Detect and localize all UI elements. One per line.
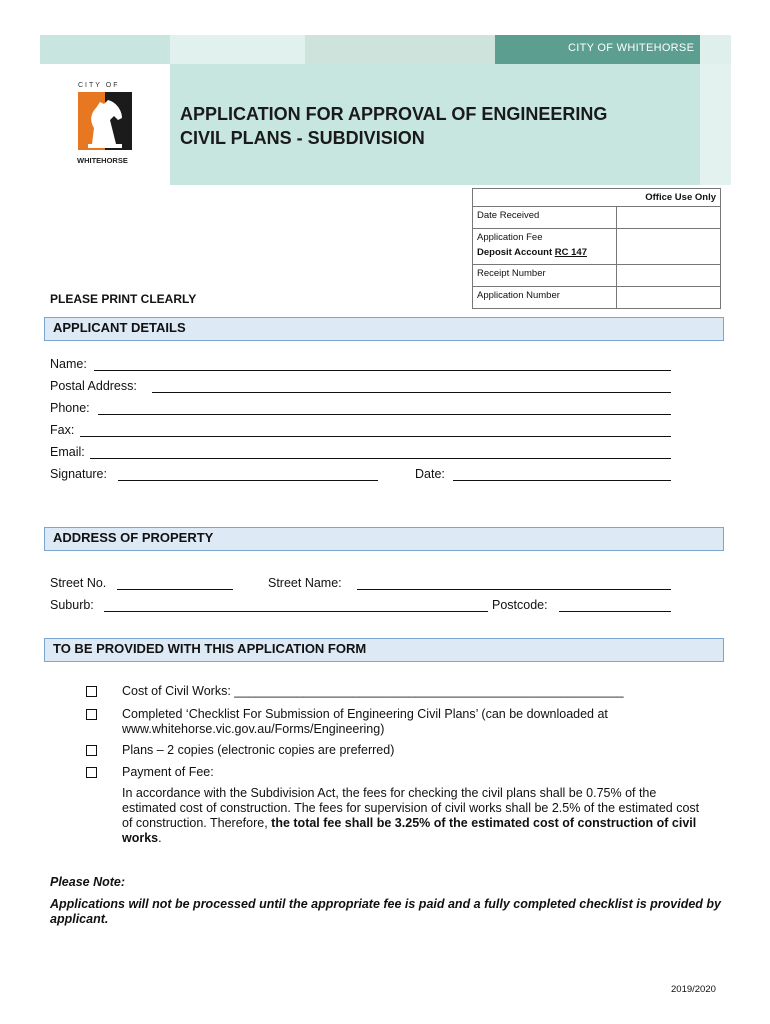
cost-checkbox[interactable] — [86, 686, 97, 697]
receipt-number-field[interactable] — [617, 265, 721, 287]
signature-label: Signature: — [50, 467, 107, 481]
print-clearly-note: PLEASE PRINT CLEARLY — [50, 292, 197, 306]
logo — [40, 64, 170, 185]
page-title — [180, 102, 607, 150]
plans-checkbox[interactable] — [86, 745, 97, 756]
logo-bottom-text: WHITEHORSE — [77, 156, 128, 165]
application-fee-field[interactable] — [617, 229, 721, 265]
address-of-property-title: ADDRESS OF PROPERTY — [53, 530, 214, 545]
receipt-number-label: Receipt Number — [473, 265, 617, 287]
date-field[interactable] — [453, 480, 671, 481]
checklist-checkbox[interactable] — [86, 709, 97, 720]
suburb-field[interactable] — [104, 611, 488, 612]
header-stripe-1 — [40, 35, 170, 64]
office-use-heading: Office Use Only — [473, 189, 721, 207]
title-line-1: APPLICATION FOR APPROVAL OF ENGINEERING — [180, 104, 608, 124]
city-label: CITY OF WHITEHORSE — [568, 42, 695, 54]
cost-of-civil-works: Cost of Civil Works: ________________________________________________________ — [122, 684, 624, 698]
note-heading: Please Note: — [50, 875, 126, 889]
applicant-details-header — [44, 317, 724, 341]
checklist-text: Completed ‘Checklist For Submission of Engineering Civil Plans’ (can be downloaded at — [122, 707, 608, 721]
horse-logo-icon — [78, 92, 132, 150]
fee-paragraph-text: In accordance with the Subdivision Act, the fees for checking the civil plans shall be 0.75% of the estimated cost of construction. The fees for supervision of civil works shall be 2.5% of the estimated cost of construction. Therefore, — [122, 786, 700, 830]
postcode-field[interactable] — [559, 611, 671, 612]
street-no-label: Street No. — [50, 576, 107, 590]
checklist-item — [122, 707, 608, 737]
phone-field[interactable] — [98, 414, 671, 415]
footer-year: 2019/2020 — [671, 984, 716, 995]
street-name-label: Street Name: — [268, 576, 342, 590]
title-line-2: CIVIL PLANS - SUBDIVISION — [180, 128, 425, 148]
header-stripe-2 — [170, 35, 305, 64]
name-field[interactable] — [94, 370, 671, 371]
street-no-field[interactable] — [117, 589, 233, 590]
checklist-url: www.whitehorse.vic.gov.au/Forms/Engineering) — [122, 722, 385, 736]
fee-paragraph-end: . — [158, 831, 162, 845]
application-fee-label — [473, 229, 617, 265]
postal-address-label: Postal Address: — [50, 379, 137, 393]
payment-item: Payment of Fee: — [122, 765, 214, 779]
note-text: Applications will not be processed until the appropriate fee is paid and a fully completed checklist is provided by applicant. — [50, 897, 721, 926]
deposit-account — [477, 247, 612, 258]
date-received-label: Date Received — [473, 207, 617, 229]
header-stripe-3 — [305, 35, 495, 64]
plans-item: Plans – 2 copies (electronic copies are preferred) — [122, 743, 395, 757]
application-number-field[interactable] — [617, 287, 721, 309]
to-be-provided-header — [44, 638, 724, 662]
name-label: Name: — [50, 357, 87, 371]
deposit-prefix: Deposit Account — [477, 247, 553, 258]
office-use-table — [472, 188, 721, 309]
header-banner-edge — [700, 64, 731, 185]
logo-top-text: CITY OF — [78, 82, 120, 89]
fee-paragraph — [122, 786, 712, 846]
fee-paragraph-bold: the total fee shall be 3.25% of the estimated cost of construction of civil works — [122, 816, 697, 845]
to-be-provided-title: TO BE PROVIDED WITH THIS APPLICATION FORM — [53, 641, 367, 656]
applicant-details-title: APPLICANT DETAILS — [53, 320, 186, 335]
phone-label: Phone: — [50, 401, 90, 415]
street-name-field[interactable] — [357, 589, 671, 590]
application-fee-text: Application Fee — [477, 232, 543, 243]
suburb-label: Suburb: — [50, 598, 94, 612]
application-number-label: Application Number — [473, 287, 617, 309]
email-label: Email: — [50, 445, 85, 459]
fax-label: Fax: — [50, 423, 75, 437]
header-stripe-5 — [700, 35, 731, 64]
signature-field[interactable] — [118, 480, 378, 481]
date-label: Date: — [415, 467, 445, 481]
postcode-label: Postcode: — [492, 598, 548, 612]
payment-checkbox[interactable] — [86, 767, 97, 778]
postal-address-field[interactable] — [152, 392, 671, 393]
fax-field[interactable] — [80, 436, 671, 437]
address-of-property-header — [44, 527, 724, 551]
date-received-field[interactable] — [617, 207, 721, 229]
email-field[interactable] — [90, 458, 671, 459]
deposit-code: RC 147 — [554, 247, 587, 258]
